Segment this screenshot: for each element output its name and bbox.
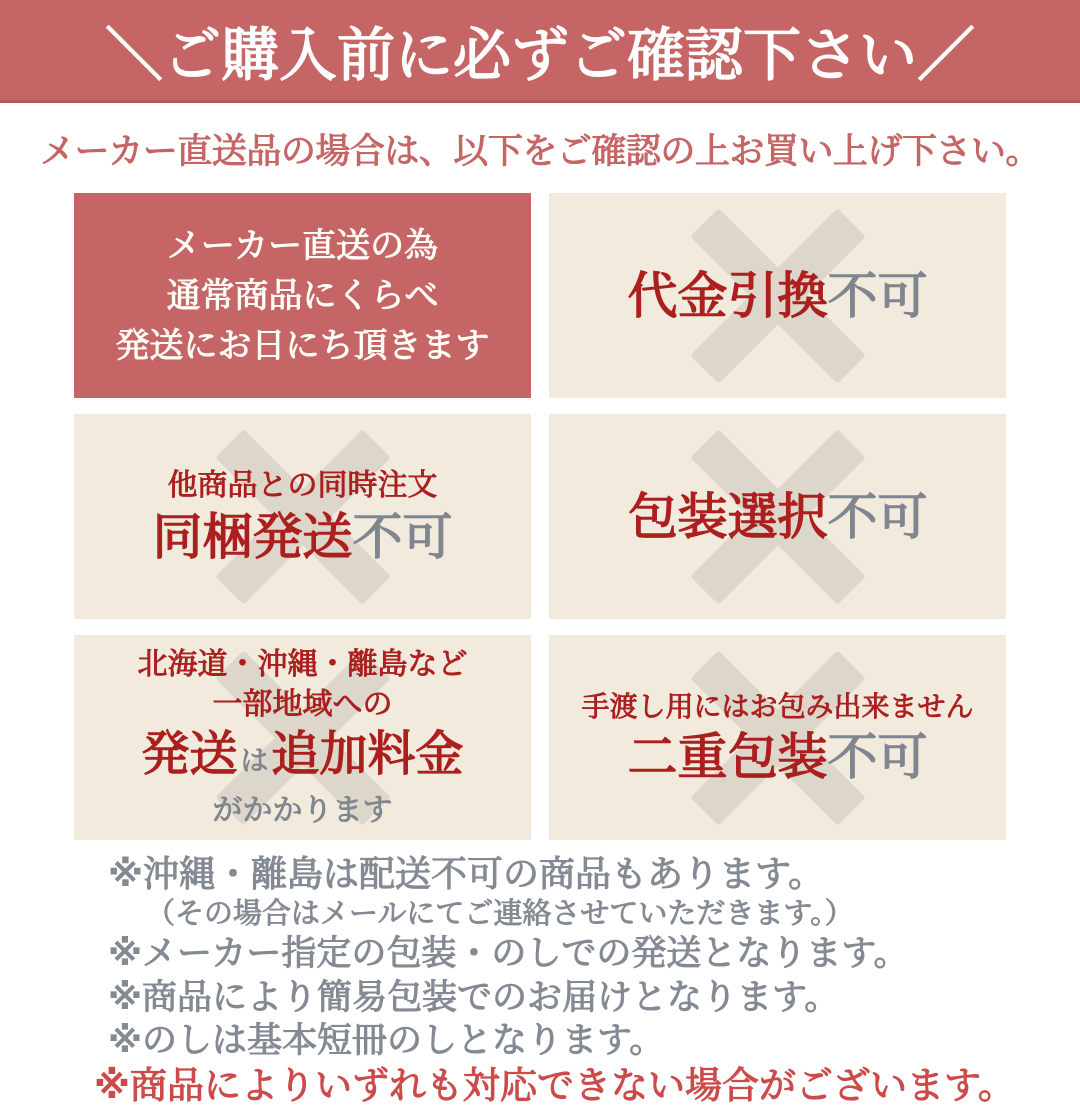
footnotes bbox=[94, 853, 1080, 1107]
remote-area-note-1: 北海道・沖縄・離島など bbox=[137, 647, 468, 681]
footnote-maker-wrapping: ※メーカー指定の包装・のしでの発送となります。 bbox=[108, 934, 909, 974]
wrapping-label-red: 包装選択 bbox=[627, 488, 828, 545]
page-title: ＼ご購入前に必ずご確認下さい／ bbox=[104, 23, 975, 88]
wrapping-label-gray: 不可 bbox=[827, 488, 928, 545]
bundle-note: 他商品との同時注文 bbox=[167, 468, 438, 502]
cod-label-gray: 不可 bbox=[827, 267, 928, 324]
footnote-email-contact: （その場合はメールにてご連絡させていただきます。） bbox=[146, 897, 854, 930]
footnote-noshi: ※のしは基本短冊のしとなります。 bbox=[108, 1021, 665, 1061]
remote-label-particle: は bbox=[240, 744, 269, 776]
notice-grid bbox=[74, 193, 1006, 840]
wrapping-selection-unavailable-box bbox=[549, 414, 1006, 619]
cod-unavailable-label bbox=[628, 265, 928, 327]
double-wrapping-note: 手渡し用にはお包み出来ません bbox=[581, 690, 974, 722]
remote-area-fee-label bbox=[138, 725, 468, 791]
cod-unavailable-box bbox=[549, 193, 1006, 398]
bundle-shipping-unavailable-box bbox=[74, 414, 531, 619]
remote-area-gray-line: がかかります bbox=[212, 793, 393, 827]
bundle-label-gray: 不可 bbox=[352, 508, 453, 565]
wrapping-selection-label bbox=[628, 486, 928, 548]
remote-area-fee-box bbox=[74, 635, 531, 840]
remote-label-red-2: 追加料金 bbox=[271, 727, 464, 781]
cod-label-red: 代金引換 bbox=[627, 267, 828, 324]
footnote-not-supported: ※商品によりいずれも対応できない場合がございます。 bbox=[94, 1064, 1016, 1106]
direct-shipping-notice-box bbox=[74, 193, 531, 398]
remote-area-note-2: 一部地域への bbox=[212, 687, 393, 721]
direct-shipping-line-1: メーカー直送の為 bbox=[166, 226, 439, 265]
header-banner bbox=[0, 0, 1080, 103]
bundle-label-red: 同梱発送 bbox=[152, 508, 353, 565]
subtitle-text: メーカー直送品の場合は、以下をご確認の上お買い上げ下さい。 bbox=[40, 132, 1040, 171]
bundle-unavailable-label bbox=[153, 506, 453, 568]
remote-label-red-1: 発送 bbox=[141, 727, 238, 781]
double-wrapping-label bbox=[581, 726, 973, 788]
double-wrap-label-red: 二重包装 bbox=[627, 728, 828, 785]
double-wrapping-unavailable-box bbox=[549, 635, 1006, 840]
footnote-simple-wrapping: ※商品により簡易包装でのお届けとなります。 bbox=[108, 977, 840, 1017]
footnote-okinawa: ※沖縄・離島は配送不可の商品もあります。 bbox=[108, 853, 825, 894]
double-wrap-label-gray: 不可 bbox=[827, 728, 928, 785]
direct-shipping-line-3: 発送にお日にち頂きます bbox=[115, 326, 490, 365]
direct-shipping-line-2: 通常商品にくらべ bbox=[166, 276, 439, 315]
